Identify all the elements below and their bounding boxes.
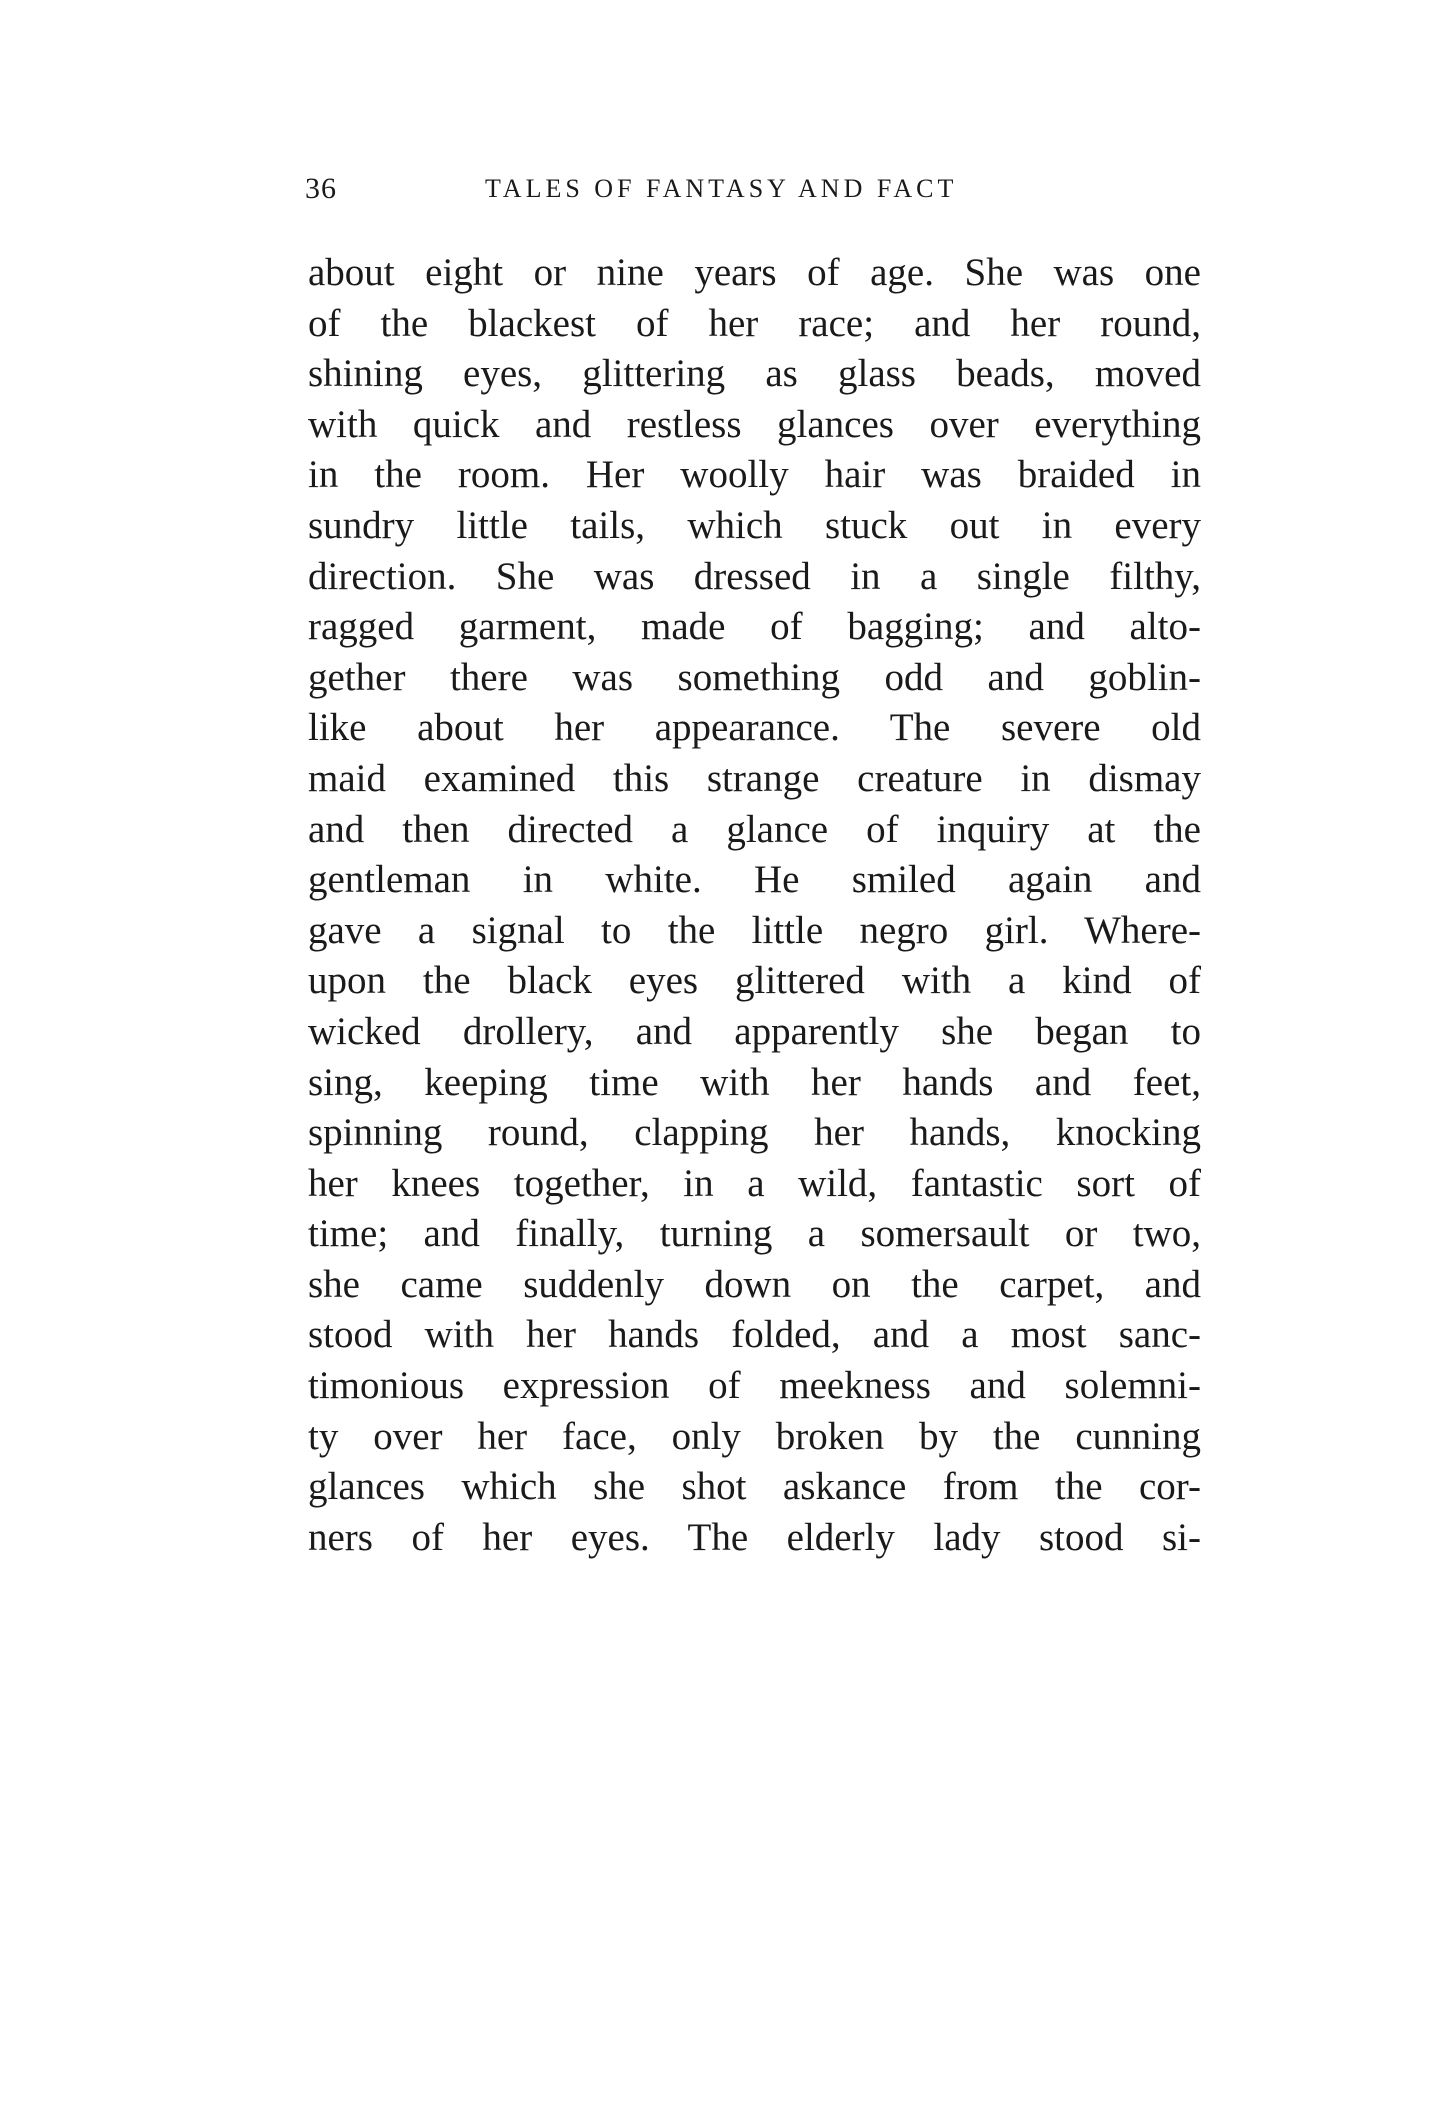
text-line-5: in the room. Her woolly hair was braided in xyxy=(308,453,1201,497)
text-line-25: glances which she shot askance from the cor- xyxy=(308,1465,1201,1509)
text-line-17: sing, keeping time with her hands and feet, xyxy=(308,1060,1201,1104)
text-line-8: ragged garment, made of bagging; and alto- xyxy=(308,605,1201,649)
text-line-16: wicked drollery, and apparently she began to xyxy=(308,1009,1201,1053)
text-line-21: she came suddenly down on the carpet, and xyxy=(308,1262,1201,1306)
text-line-22: stood with her hands folded, and a most sanc- xyxy=(308,1313,1201,1357)
text-line-6: sundry little tails, which stuck out in every xyxy=(308,503,1201,547)
text-line-9: gether there was something odd and goblin- xyxy=(308,655,1201,699)
text-line-7: direction. She was dressed in a single filthy, xyxy=(308,554,1201,598)
text-line-13: gentleman in white. He smiled again and xyxy=(308,858,1201,902)
text-line-20: time; and finally, turning a somersault or two, xyxy=(308,1212,1201,1256)
text-line-10: like about her appearance. The severe old xyxy=(308,706,1201,750)
text-line-12: and then directed a glance of inquiry at the xyxy=(308,807,1201,851)
text-line-1: about eight or nine years of age. She was one xyxy=(308,251,1201,294)
text-line-14: gave a signal to the little negro girl. Where- xyxy=(308,908,1201,952)
text-line-15: upon the black eyes glittered with a kind of xyxy=(308,959,1201,1003)
text-line-19: her knees together, in a wild, fantastic sort of xyxy=(308,1161,1201,1205)
text-line-18: spinning round, clapping her hands, knocking xyxy=(308,1111,1201,1155)
running-title: TALES OF FANTASY AND FACT xyxy=(485,174,958,203)
text-line-4: with quick and restless glances over everything xyxy=(308,402,1201,446)
running-head xyxy=(305,172,1205,212)
text-line-24: ty over her face, only broken by the cunning xyxy=(308,1414,1201,1458)
text-line-11: maid examined this strange creature in dismay xyxy=(308,756,1201,800)
text-line-2: of the blackest of her race; and her round, xyxy=(308,301,1201,345)
page-number: 36 xyxy=(305,172,337,205)
text-line-23: timonious expression of meekness and solemni- xyxy=(308,1364,1201,1408)
text-line-3: shining eyes, glittering as glass beads, moved xyxy=(308,352,1201,396)
body-text xyxy=(308,248,1201,1563)
text-line-26: ners of her eyes. The elderly lady stood si- xyxy=(308,1515,1201,1559)
